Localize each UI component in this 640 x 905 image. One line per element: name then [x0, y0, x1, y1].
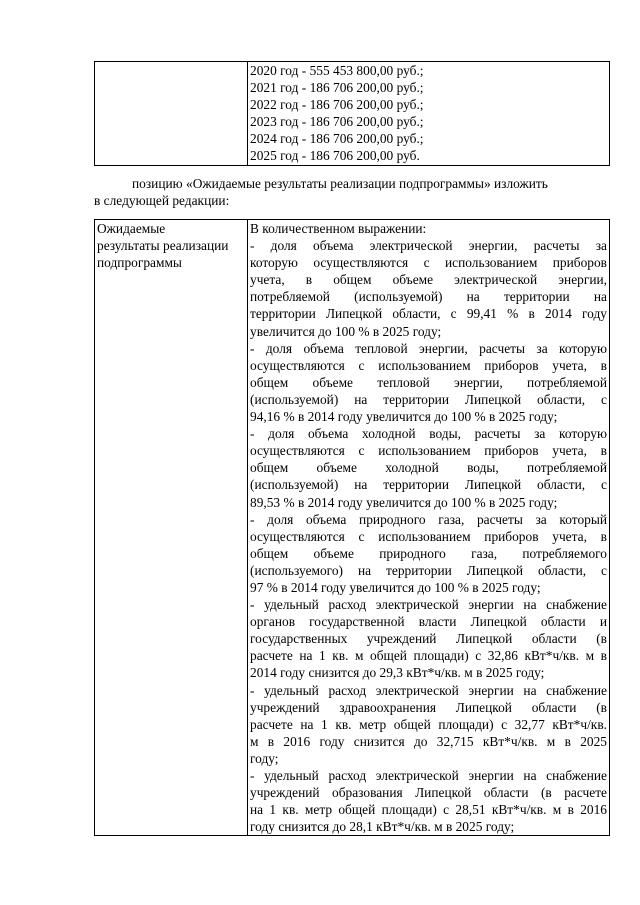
result-text-line: - доля объема тепловой энергии, расчеты за которую: [250, 340, 607, 356]
result-text-line: потребляемой (используемой) на территории на: [250, 289, 607, 305]
result-text-line: территории Липецкой области, с 99,41 % в 2014 году: [250, 306, 607, 322]
result-text-line: 89,53 % в 2014 году увеличится до 100 % в 2025 году;: [250, 494, 558, 510]
result-text-line: расчете на 1 кв. метр общей площади) с 32,77 кВт*ч/кв.: [250, 716, 607, 732]
result-text-line: на 1 кв. метр общей площади) с 28,51 кВт*ч/кв. м в 2016: [250, 802, 607, 818]
result-text-line: - доля объема электрической энергии, расчеты за: [250, 238, 607, 254]
funding-line: 2025 год - 186 706 200,00 руб.: [250, 148, 420, 164]
result-text-line: увеличится до 100 % в 2025 году;: [250, 323, 442, 339]
expected-results-text-cell: [248, 220, 610, 836]
result-text-line: 94,16 % в 2014 году увеличится до 100 % в 2025 году;: [250, 409, 558, 425]
result-text-line: органов государственной власти Липецкой области и: [250, 614, 607, 630]
result-text-line: осуществляются с использованием приборов учета, в: [250, 443, 607, 459]
result-text-line: расчете на 1 кв. м общей площади) с 32,86 кВт*ч/кв. м в: [250, 648, 607, 664]
result-text-line: (используемой) на территории Липецкой области, с: [250, 477, 607, 493]
funding-line: 2024 год - 186 706 200,00 руб.;: [250, 131, 424, 147]
label-line: подпрограммы: [97, 255, 182, 271]
funding-row: [95, 62, 610, 166]
funding-line: 2021 год - 186 706 200,00 руб.;: [250, 80, 424, 96]
expected-results-row: [95, 220, 610, 836]
funding-table: [94, 61, 610, 166]
result-text-line: осуществляются с использованием приборов учета, в: [250, 357, 607, 373]
label-line: результаты реализации: [97, 238, 229, 254]
result-text-line: В количественном выражении:: [250, 221, 427, 236]
result-text-line: - удельный расход электрической энергии на снабжение: [250, 597, 607, 613]
result-text-line: осуществляются с использованием приборов учета, в: [250, 528, 607, 544]
result-text-line: - доля объема природного газа, расчеты за который: [250, 511, 607, 527]
intro-line-1: позицию «Ожидаемые результаты реализации подпрограммы» изложить: [132, 176, 548, 191]
funding-line: 2022 год - 186 706 200,00 руб.;: [250, 97, 424, 113]
result-text-line: государственных учреждений Липецкой области (в: [250, 631, 607, 647]
result-text-line: 97 % в 2014 году увеличится до 100 % в 2025 году;: [250, 579, 541, 595]
expected-results-table: [94, 219, 610, 836]
result-text-line: году снизится до 28,1 кВт*ч/кв. м в 2025 году;: [250, 819, 515, 835]
label-line: Ожидаемые: [97, 221, 166, 236]
intro-line-2: в следующей редакции:: [94, 193, 230, 208]
result-text-line: общем объеме природного газа, потребляемого: [250, 545, 607, 561]
result-text-line: (используемого) на территории Липецкой области, с: [250, 562, 607, 578]
result-text-line: - доля объема холодной воды, расчеты за которую: [250, 426, 607, 442]
expected-results-label-cell: [95, 220, 248, 836]
funding-label-cell: [95, 62, 248, 166]
result-text-line: учреждений здравоохранения Липецкой области (в: [250, 699, 607, 715]
result-text-line: - удельный расход электрической энергии на снабжение: [250, 682, 607, 698]
funding-values-cell: [248, 62, 610, 166]
funding-line: 2020 год - 555 453 800,00 руб.;: [250, 63, 424, 78]
result-text-line: учета, в общем объеме электрической энергии,: [250, 272, 607, 288]
result-text-line: (используемой) на территории Липецкой области, с: [250, 391, 607, 407]
result-text-line: году;: [250, 750, 279, 766]
result-text-line: 2014 году снизится до 29,3 кВт*ч/кв. м в 2025 году;: [250, 665, 545, 681]
funding-line: 2023 год - 186 706 200,00 руб.;: [250, 114, 424, 130]
result-text-line: общем объеме тепловой энергии, потребляемой: [250, 374, 607, 390]
result-text-line: общем объеме холодной воды, потребляемой: [250, 460, 607, 476]
result-text-line: м в 2016 году снизится до 32,715 кВт*ч/кв. м в 2025: [250, 733, 607, 749]
result-text-line: которую осуществляются с использованием приборов: [250, 255, 607, 271]
result-text-line: - удельный расход электрической энергии на снабжение: [250, 768, 607, 783]
result-text-line: учреждений образования Липецкой области (в расчете: [250, 785, 607, 801]
